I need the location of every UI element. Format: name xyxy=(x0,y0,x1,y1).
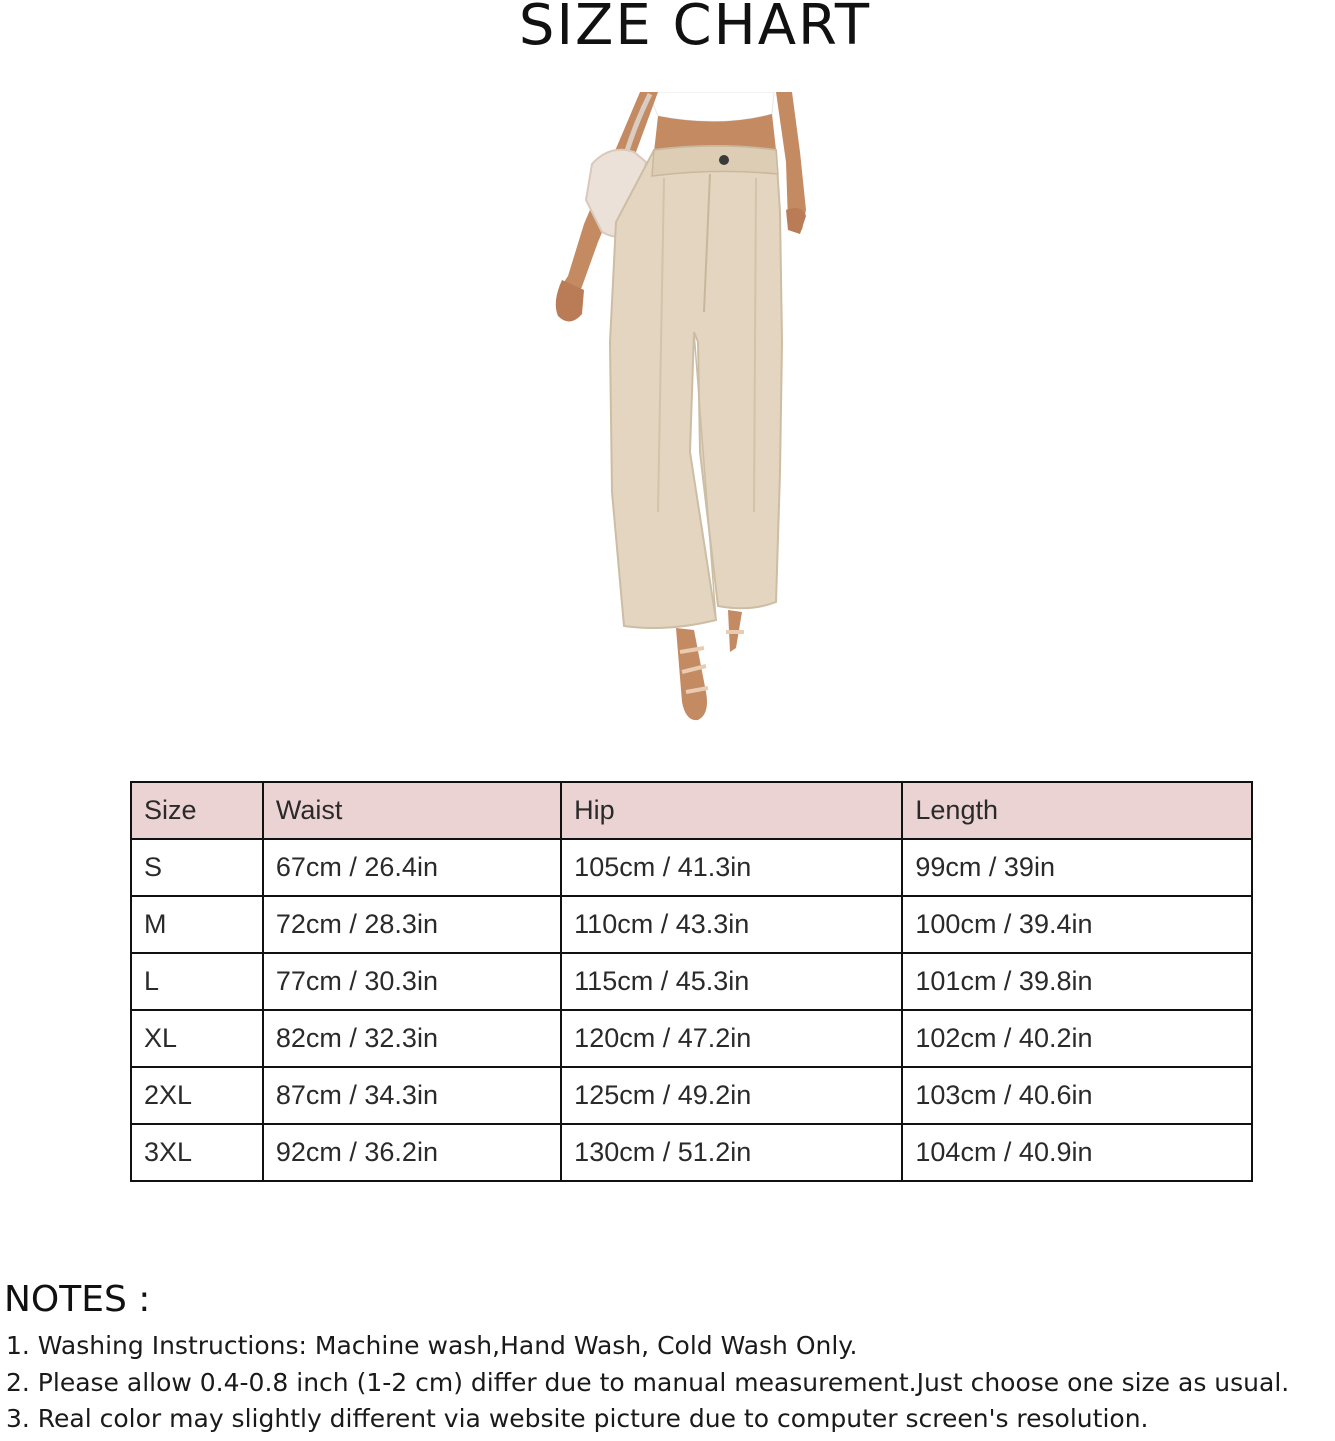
cell-length: 104cm / 40.9in xyxy=(902,1124,1252,1181)
model-wide-leg-pants-illustration xyxy=(540,92,820,732)
cell-waist: 72cm / 28.3in xyxy=(263,896,561,953)
waist-button xyxy=(719,155,729,165)
left-foot xyxy=(676,628,707,720)
table-row xyxy=(131,839,1252,896)
cell-length: 100cm / 39.4in xyxy=(902,896,1252,953)
crop-top xyxy=(648,92,774,122)
cell-waist: 77cm / 30.3in xyxy=(263,953,561,1010)
size-chart-table xyxy=(130,781,1253,1182)
cell-size: L xyxy=(131,953,263,1010)
cell-length: 99cm / 39in xyxy=(902,839,1252,896)
cell-size: 3XL xyxy=(131,1124,263,1181)
table-row xyxy=(131,896,1252,953)
cell-hip: 105cm / 41.3in xyxy=(561,839,902,896)
table-header-row xyxy=(131,782,1252,839)
header-length: Length xyxy=(902,782,1252,839)
cell-hip: 130cm / 51.2in xyxy=(561,1124,902,1181)
table-row xyxy=(131,1010,1252,1067)
table-row xyxy=(131,1067,1252,1124)
note-item: 2. Please allow 0.4-0.8 inch (1-2 cm) differ due to manual measurement.Just choose one size as usual. xyxy=(6,1367,1290,1397)
notes-heading: NOTES : xyxy=(4,1279,151,1320)
cell-length: 102cm / 40.2in xyxy=(902,1010,1252,1067)
cell-waist: 67cm / 26.4in xyxy=(263,839,561,896)
header-waist: Waist xyxy=(263,782,561,839)
cell-length: 101cm / 39.8in xyxy=(902,953,1252,1010)
table-row xyxy=(131,953,1252,1010)
waistband xyxy=(652,146,778,176)
cell-waist: 92cm / 36.2in xyxy=(263,1124,561,1181)
cell-size: XL xyxy=(131,1010,263,1067)
cell-hip: 115cm / 45.3in xyxy=(561,953,902,1010)
header-hip: Hip xyxy=(561,782,902,839)
cell-waist: 87cm / 34.3in xyxy=(263,1067,561,1124)
note-item: 1. Washing Instructions: Machine wash,Hand Wash, Cold Wash Only. xyxy=(6,1331,858,1360)
header-size: Size xyxy=(131,782,263,839)
cell-hip: 120cm / 47.2in xyxy=(561,1010,902,1067)
right-hand xyxy=(786,208,806,234)
notes-list xyxy=(6,1328,1289,1438)
note-item: 3. Real color may slightly different via website picture due to computer screen's resolution. xyxy=(6,1404,1149,1433)
cell-size: S xyxy=(131,839,263,896)
cell-size: M xyxy=(131,896,263,953)
cell-hip: 110cm / 43.3in xyxy=(561,896,902,953)
cell-length: 103cm / 40.6in xyxy=(902,1067,1252,1124)
cell-waist: 82cm / 32.3in xyxy=(263,1010,561,1067)
cell-hip: 125cm / 49.2in xyxy=(561,1067,902,1124)
page-title: SIZE CHART xyxy=(518,0,872,58)
cell-size: 2XL xyxy=(131,1067,263,1124)
table-row xyxy=(131,1124,1252,1181)
